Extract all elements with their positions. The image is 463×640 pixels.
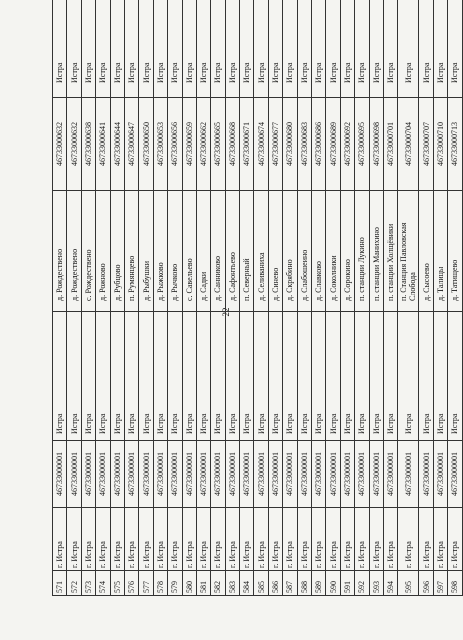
row-number: 590	[326, 571, 340, 596]
oktmo-cell: 46733000001	[297, 441, 311, 508]
locality-cell: г. Истра	[312, 508, 326, 571]
district-cell: Истра	[53, 312, 67, 441]
row-number: 593	[369, 571, 383, 596]
settlement-district-cell: Истра	[240, 0, 254, 98]
locality-cell: г. Истра	[448, 508, 462, 571]
settlement-oktmo-cell: 46733000710	[433, 98, 447, 191]
locality-cell: г. Истра	[398, 508, 419, 571]
settlement-cell: д. Рожново	[96, 191, 110, 312]
settlement-cell: д. Рычково	[168, 191, 182, 312]
settlement-district-cell: Истра	[448, 0, 462, 98]
row-number: 578	[153, 571, 167, 596]
settlement-district-cell: Истра	[383, 0, 397, 98]
row-number: 575	[110, 571, 124, 596]
settlement-district-cell: Истра	[326, 0, 340, 98]
table-row	[355, 0, 369, 596]
row-number: 592	[355, 571, 369, 596]
oktmo-cell: 46733000001	[283, 441, 297, 508]
table-row	[225, 0, 239, 596]
settlement-cell: д. Сафонтьево	[225, 191, 239, 312]
locality-cell: г. Истра	[419, 508, 433, 571]
table-row	[340, 0, 354, 596]
settlement-oktmo-cell: 46733000644	[110, 98, 124, 191]
settlement-cell: д. Рождествено	[67, 191, 81, 312]
settlement-district-cell: Истра	[153, 0, 167, 98]
locality-cell: г. Истра	[355, 508, 369, 571]
settlement-district-cell: Истра	[182, 0, 196, 98]
settlement-district-cell: Истра	[124, 0, 138, 98]
settlement-cell: д. Сорокино	[340, 191, 354, 312]
settlement-oktmo-cell: 46733000632	[53, 98, 67, 191]
row-number: 588	[297, 571, 311, 596]
district-cell: Истра	[355, 312, 369, 441]
row-number: 597	[433, 571, 447, 596]
settlement-oktmo-cell: 46733000665	[211, 98, 225, 191]
settlement-district-cell: Истра	[268, 0, 282, 98]
table-row	[383, 0, 397, 596]
settlement-oktmo-cell: 46733000698	[369, 98, 383, 191]
table-row	[240, 0, 254, 596]
district-cell: Истра	[81, 312, 95, 441]
oktmo-cell: 46733000001	[196, 441, 210, 508]
settlement-cell: д. Талицы	[433, 191, 447, 312]
oktmo-cell: 46733000001	[67, 441, 81, 508]
settlement-district-cell: Истра	[53, 0, 67, 98]
district-cell: Истра	[96, 312, 110, 441]
district-cell: Истра	[211, 312, 225, 441]
settlement-cell: д. Слабошеино	[297, 191, 311, 312]
settlement-cell: д. Рыжково	[153, 191, 167, 312]
row-number: 589	[312, 571, 326, 596]
row-number: 572	[67, 571, 81, 596]
oktmo-cell: 46733000001	[383, 441, 397, 508]
settlement-oktmo-cell: 46733000686	[312, 98, 326, 191]
district-cell: Истра	[326, 312, 340, 441]
settlement-district-cell: Истра	[67, 0, 81, 98]
locality-cell: г. Истра	[383, 508, 397, 571]
oktmo-cell: 46733000001	[398, 441, 419, 508]
district-cell: Истра	[110, 312, 124, 441]
table-row	[53, 0, 67, 596]
settlement-cell: д. Садки	[196, 191, 210, 312]
oktmo-cell: 46733000001	[81, 441, 95, 508]
table-row	[182, 0, 196, 596]
oktmo-cell: 46733000001	[124, 441, 138, 508]
table-row	[211, 0, 225, 596]
settlement-cell: д. Рыбушки	[139, 191, 153, 312]
table-row	[326, 0, 340, 596]
locality-cell: г. Истра	[340, 508, 354, 571]
table-row	[448, 0, 462, 596]
locality-cell: г. Истра	[182, 508, 196, 571]
oktmo-cell: 46733000001	[433, 441, 447, 508]
settlement-district-cell: Истра	[196, 0, 210, 98]
settlement-oktmo-cell: 46733000641	[96, 98, 110, 191]
oktmo-cell: 46733000001	[110, 441, 124, 508]
row-number: 595	[398, 571, 419, 596]
district-cell: Истра	[124, 312, 138, 441]
row-number: 596	[419, 571, 433, 596]
settlement-oktmo-cell: 46733000692	[340, 98, 354, 191]
table-row	[268, 0, 282, 596]
settlement-cell: д. Санниково	[211, 191, 225, 312]
settlement-district-cell: Истра	[110, 0, 124, 98]
district-cell: Истра	[340, 312, 354, 441]
oktmo-cell: 46733000001	[312, 441, 326, 508]
table-row	[67, 0, 81, 596]
oktmo-cell: 46733000001	[326, 441, 340, 508]
locality-cell: г. Истра	[211, 508, 225, 571]
oktmo-cell: 46733000001	[355, 441, 369, 508]
settlement-district-cell: Истра	[355, 0, 369, 98]
locality-cell: г. Истра	[369, 508, 383, 571]
row-number: 594	[383, 571, 397, 596]
table-row	[283, 0, 297, 596]
oktmo-cell: 46733000001	[419, 441, 433, 508]
row-number: 585	[254, 571, 268, 596]
oktmo-cell: 46733000001	[96, 441, 110, 508]
table-row	[369, 0, 383, 596]
row-number: 586	[268, 571, 282, 596]
settlement-oktmo-cell: 46733000674	[254, 98, 268, 191]
oktmo-cell: 46733000001	[211, 441, 225, 508]
oktmo-cell: 46733000001	[240, 441, 254, 508]
settlement-cell: д. Селиваниха	[254, 191, 268, 312]
district-cell: Истра	[240, 312, 254, 441]
settlement-oktmo-cell: 46733000689	[326, 98, 340, 191]
settlement-oktmo-cell: 46733000647	[124, 98, 138, 191]
settlement-district-cell: Истра	[139, 0, 153, 98]
locality-cell: г. Истра	[53, 508, 67, 571]
settlement-district-cell: Истра	[81, 0, 95, 98]
district-cell: Истра	[196, 312, 210, 441]
district-cell: Истра	[268, 312, 282, 441]
settlement-oktmo-cell: 46733000656	[168, 98, 182, 191]
settlement-oktmo-cell: 46733000668	[225, 98, 239, 191]
settlement-district-cell: Истра	[168, 0, 182, 98]
settlement-oktmo-cell: 46733000683	[297, 98, 311, 191]
row-number: 573	[81, 571, 95, 596]
locality-cell: г. Истра	[433, 508, 447, 571]
settlement-oktmo-cell: 46733000671	[240, 98, 254, 191]
district-cell: Истра	[383, 312, 397, 441]
settlement-cell: д. Рождествено	[53, 191, 67, 312]
locality-cell: г. Истра	[168, 508, 182, 571]
settlement-district-cell: Истра	[340, 0, 354, 98]
district-cell: Истра	[398, 312, 419, 441]
oktmo-cell: 46733000001	[448, 441, 462, 508]
table-row	[153, 0, 167, 596]
table-row	[433, 0, 447, 596]
settlement-district-cell: Истра	[225, 0, 239, 98]
row-number: 582	[211, 571, 225, 596]
table-row	[96, 0, 110, 596]
locality-cell: г. Истра	[96, 508, 110, 571]
settlement-oktmo-cell: 46733000632	[67, 98, 81, 191]
oktmo-cell: 46733000001	[340, 441, 354, 508]
table-row	[81, 0, 95, 596]
locality-cell: г. Истра	[67, 508, 81, 571]
oktmo-cell: 46733000001	[168, 441, 182, 508]
row-number: 579	[168, 571, 182, 596]
settlement-oktmo-cell: 46733000695	[355, 98, 369, 191]
row-number: 591	[340, 571, 354, 596]
locality-table	[52, 0, 463, 596]
settlement-district-cell: Истра	[211, 0, 225, 98]
district-cell: Истра	[168, 312, 182, 441]
table-row	[312, 0, 326, 596]
settlement-cell: п. Северный	[240, 191, 254, 312]
settlement-district-cell: Истра	[297, 0, 311, 98]
row-number: 574	[96, 571, 110, 596]
locality-cell: г. Истра	[225, 508, 239, 571]
locality-cell: г. Истра	[326, 508, 340, 571]
row-number: 577	[139, 571, 153, 596]
settlement-cell: д. Соколники	[326, 191, 340, 312]
settlement-cell: п. Румянцево	[124, 191, 138, 312]
table-row	[196, 0, 210, 596]
district-cell: Истра	[312, 312, 326, 441]
settlement-district-cell: Истра	[433, 0, 447, 98]
locality-cell: г. Истра	[139, 508, 153, 571]
oktmo-cell: 46733000001	[153, 441, 167, 508]
locality-cell: г. Истра	[283, 508, 297, 571]
table-row	[110, 0, 124, 596]
settlement-oktmo-cell: 46733000704	[398, 98, 419, 191]
locality-cell: г. Истра	[81, 508, 95, 571]
settlement-oktmo-cell: 46733000680	[283, 98, 297, 191]
settlement-district-cell: Истра	[398, 0, 419, 98]
settlement-oktmo-cell: 46733000638	[81, 98, 95, 191]
settlement-cell: д. Рубцово	[110, 191, 124, 312]
district-cell: Истра	[419, 312, 433, 441]
settlement-oktmo-cell: 46733000653	[153, 98, 167, 191]
settlement-district-cell: Истра	[312, 0, 326, 98]
district-cell: Истра	[283, 312, 297, 441]
row-number: 584	[240, 571, 254, 596]
district-cell: Истра	[153, 312, 167, 441]
settlement-district-cell: Истра	[369, 0, 383, 98]
settlement-oktmo-cell: 46733000713	[448, 98, 462, 191]
table-row	[139, 0, 153, 596]
table-container	[52, 34, 460, 596]
settlement-cell: д. Синево	[268, 191, 282, 312]
row-number: 587	[283, 571, 297, 596]
settlement-cell: п. Станция Павловская Слобода	[398, 191, 419, 312]
row-number: 576	[124, 571, 138, 596]
locality-cell: г. Истра	[196, 508, 210, 571]
table-row	[168, 0, 182, 596]
table-row	[297, 0, 311, 596]
row-number: 598	[448, 571, 462, 596]
district-cell: Истра	[139, 312, 153, 441]
settlement-oktmo-cell: 46733000701	[383, 98, 397, 191]
district-cell: Истра	[67, 312, 81, 441]
district-cell: Истра	[448, 312, 462, 441]
row-number: 581	[196, 571, 210, 596]
locality-cell: г. Истра	[153, 508, 167, 571]
settlement-district-cell: Истра	[283, 0, 297, 98]
table-row	[124, 0, 138, 596]
oktmo-cell: 46733000001	[225, 441, 239, 508]
table-row	[419, 0, 433, 596]
oktmo-cell: 46733000001	[182, 441, 196, 508]
district-cell: Истра	[369, 312, 383, 441]
locality-cell: г. Истра	[268, 508, 282, 571]
settlement-cell: с. Рождествено	[81, 191, 95, 312]
district-cell: Истра	[182, 312, 196, 441]
settlement-district-cell: Истра	[254, 0, 268, 98]
settlement-oktmo-cell: 46733000659	[182, 98, 196, 191]
settlement-district-cell: Истра	[96, 0, 110, 98]
district-cell: Истра	[433, 312, 447, 441]
page-number: 22	[221, 307, 231, 317]
locality-cell: г. Истра	[124, 508, 138, 571]
settlement-oktmo-cell: 46733000707	[419, 98, 433, 191]
settlement-cell: д. Сысоево	[419, 191, 433, 312]
locality-cell: г. Истра	[110, 508, 124, 571]
settlement-oktmo-cell: 46733000662	[196, 98, 210, 191]
settlement-cell: д. Славково	[312, 191, 326, 312]
district-cell: Истра	[225, 312, 239, 441]
district-cell: Истра	[297, 312, 311, 441]
row-number: 580	[182, 571, 196, 596]
settlement-district-cell: Истра	[419, 0, 433, 98]
locality-cell: г. Истра	[240, 508, 254, 571]
row-number: 571	[53, 571, 67, 596]
settlement-oktmo-cell: 46733000650	[139, 98, 153, 191]
district-cell: Истра	[254, 312, 268, 441]
settlement-cell: п. станции Манихино	[369, 191, 383, 312]
oktmo-cell: 46733000001	[369, 441, 383, 508]
settlement-cell: п. станции Лукино	[355, 191, 369, 312]
settlement-cell: п. станции Холщёвики	[383, 191, 397, 312]
settlement-cell: с. Савельево	[182, 191, 196, 312]
oktmo-cell: 46733000001	[268, 441, 282, 508]
table-row	[254, 0, 268, 596]
locality-cell: г. Истра	[297, 508, 311, 571]
settlement-oktmo-cell: 46733000677	[268, 98, 282, 191]
row-number: 583	[225, 571, 239, 596]
oktmo-cell: 46733000001	[139, 441, 153, 508]
settlement-cell: д. Татищево	[448, 191, 462, 312]
settlement-cell: д. Скрябино	[283, 191, 297, 312]
oktmo-cell: 46733000001	[53, 441, 67, 508]
table-body	[53, 0, 463, 596]
locality-cell: г. Истра	[254, 508, 268, 571]
rotated-table-wrapper	[52, 34, 460, 596]
table-row	[398, 0, 419, 596]
oktmo-cell: 46733000001	[254, 441, 268, 508]
